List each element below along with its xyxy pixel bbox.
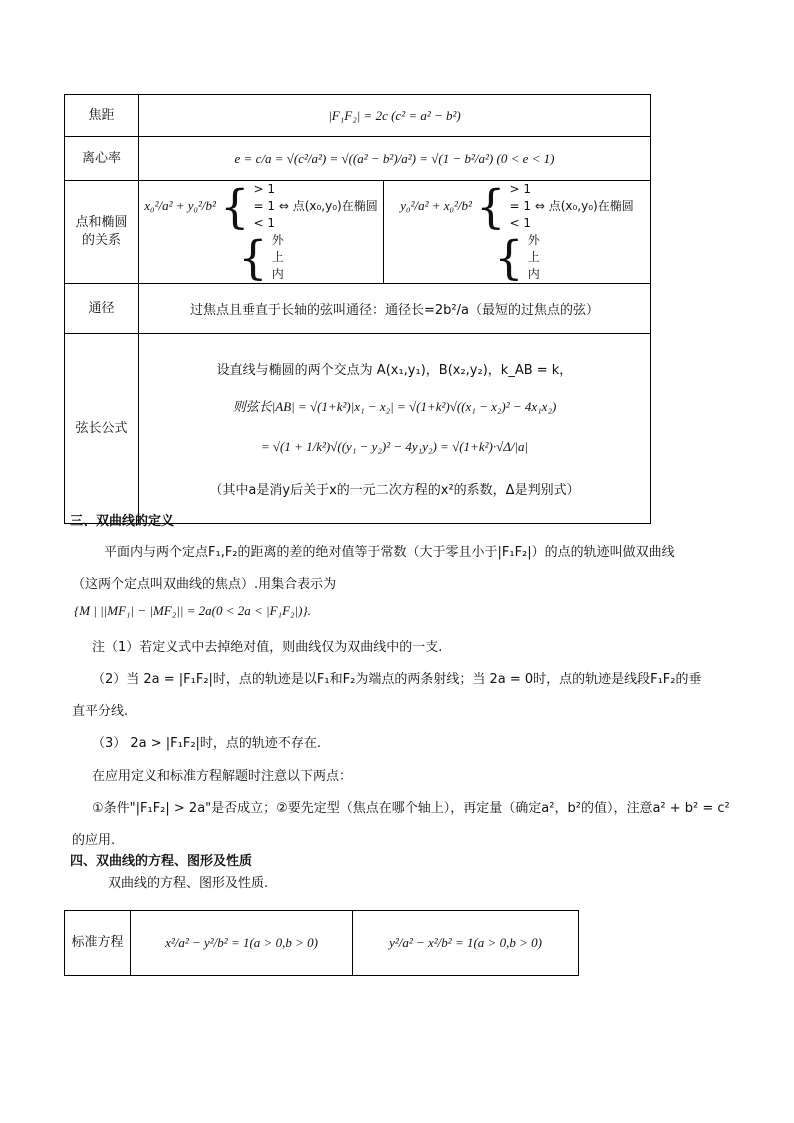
- ellipse-properties-table: [64, 94, 651, 524]
- left-brace: {: [238, 230, 268, 285]
- table-row: [65, 181, 651, 284]
- table-row: [65, 95, 651, 137]
- note: （3） 2a > |F₁F₂|时，点的轨迹不存在.: [92, 736, 322, 751]
- row-label: 标准方程: [65, 911, 131, 976]
- position-inside: 内: [527, 267, 540, 281]
- case-lt: < 1: [509, 216, 532, 230]
- paragraph: 的应用.: [72, 833, 116, 848]
- position-outside: 外: [271, 233, 284, 247]
- note: 注（1）若定义式中去掉绝对值，则曲线仅为双曲线中的一支.: [92, 640, 443, 655]
- paragraph: ①条件"|F₁F₂| > 2a"是否成立；②要先定型（焦点在哪个轴上），再定量（确定a²，b²的值），注意a² + b² = c²: [92, 801, 730, 816]
- hyperbola-equation-x: x²/a² − y²/b² = 1(a > 0,b > 0): [131, 911, 353, 976]
- point-ellipse-relation-y: [384, 181, 651, 284]
- eccentricity-formula: e = c/a = √(c²/a²) = √((a² − b²)/a²) = √(1 − b²/a²) (0 < e < 1): [139, 137, 651, 181]
- table-row: [65, 137, 651, 181]
- row-label: 点和椭圆的关系: [65, 181, 139, 284]
- focal-distance-formula: |F₁F₂| = 2c (c² = a² − b²): [139, 95, 651, 137]
- chord-note: （其中a是消y后关于x的一元二次方程的x²的系数，Δ是判别式）: [209, 482, 580, 498]
- row-label: 焦距: [65, 95, 139, 137]
- position-outside: 外: [527, 233, 540, 247]
- hyperbola-equation-y: y²/a² − x²/b² = 1(a > 0,b > 0): [353, 911, 579, 976]
- position-on: 上: [271, 250, 284, 264]
- position-inside: 内: [271, 267, 284, 281]
- case-eq: = 1 ⇔ 点(x₀,y₀)在椭圆: [509, 199, 634, 213]
- relation-lhs: x₀²/a² + y₀²/b²: [144, 198, 216, 213]
- paragraph: 在应用定义和标准方程解题时注意以下两点：: [92, 769, 353, 784]
- table-row: [65, 911, 579, 976]
- note: （2）当 2a = |F₁F₂|时，点的轨迹是以F₁和F₂为端点的两条射线；当 2a = 0时，点的轨迹是线段F₁F₂的垂: [92, 672, 702, 687]
- note: 直平分线.: [72, 704, 129, 719]
- left-brace: {: [476, 179, 506, 234]
- left-brace: {: [494, 230, 524, 285]
- latus-rectum-text: 过焦点且垂直于长轴的弦叫通径：通径长=2b²/a（最短的过焦点的弦）: [139, 284, 651, 334]
- chord-line-3: = √(1 + 1/k²)√((y₁ − y₂)² − 4y₁y₂) = √(1+k²)·√Δ/|a|: [260, 438, 529, 454]
- case-gt: > 1: [253, 182, 276, 196]
- chord-length-cell: [139, 334, 651, 524]
- row-label: 通径: [65, 284, 139, 334]
- section-heading: 三、双曲线的定义: [70, 514, 175, 529]
- paragraph: 双曲线的方程、图形及性质.: [108, 876, 269, 891]
- case-eq: = 1 ⇔ 点(x₀,y₀)在椭圆: [253, 199, 378, 213]
- case-gt: > 1: [509, 182, 532, 196]
- case-lt: < 1: [253, 216, 276, 230]
- chord-line-2: 则弦长|AB| = √(1+k²)|x₁ − x₂| = √(1+k²)√((x₁ − x₂)² − 4x₁x₂): [232, 398, 557, 414]
- paragraph: （这两个定点叫双曲线的焦点）.用集合表示为: [72, 577, 337, 592]
- table-row: [65, 284, 651, 334]
- hyperbola-properties-table: [64, 910, 579, 976]
- table-row: [65, 334, 651, 524]
- point-ellipse-relation-x: [139, 181, 384, 284]
- paragraph: 平面内与两个定点F₁,F₂的距离的差的绝对值等于常数（大于零且小于|F₁F₂|）的点的轨迹叫做双曲线: [104, 545, 675, 560]
- row-label: 离心率: [65, 137, 139, 181]
- position-on: 上: [527, 250, 540, 264]
- left-brace: {: [220, 179, 250, 234]
- chord-line-1: 设直线与椭圆的两个交点为 A(x₁,y₁)，B(x₂,y₂)，k_AB = k，: [216, 362, 573, 378]
- row-label: 弦长公式: [65, 334, 139, 524]
- section-heading: 四、双曲线的方程、图形及性质: [70, 854, 253, 869]
- set-notation: {M | ||MF₁| − |MF₂|| = 2a(0 < 2a < |F₁F₂|)}.: [74, 603, 311, 618]
- relation-lhs: y₀²/a² + x₀²/b²: [400, 198, 472, 213]
